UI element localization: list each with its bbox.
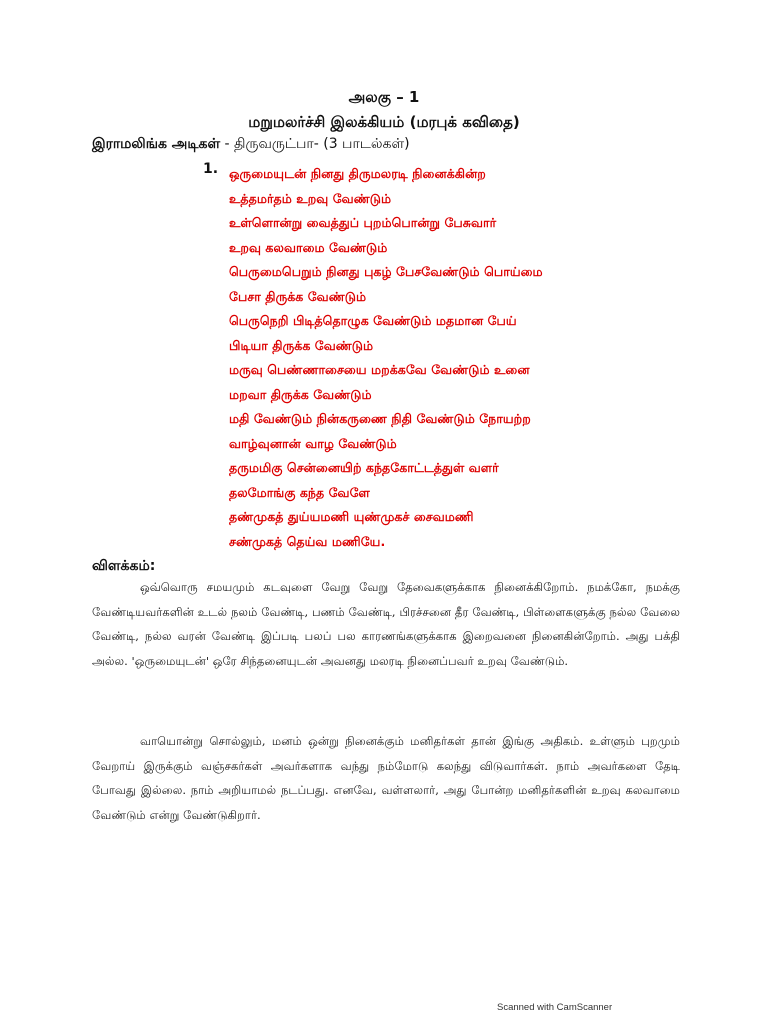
poem-line: சண்முகத் தெய்வ மணியே. <box>229 533 386 549</box>
scanner-watermark: Scanned with CamScanner <box>497 1002 613 1013</box>
explanation-heading: விளக்கம்: <box>92 558 156 574</box>
poem-line: தண்முகத் துய்யமணி யுண்முகச் சைவமணி <box>229 509 474 524</box>
poem-line: வாழ்வுனான் வாழ வேண்டும் <box>229 435 397 451</box>
poem-line: மருவு பெண்ணாசையை மறக்கவே வேண்டும் உனை <box>229 362 530 377</box>
explanation-paragraph: வாயொன்று சொல்லும், மனம் ஒன்று நினைக்கும் மனிதர்கள் தான் இங்கு அதிகம். உள்ளும் புறமும் வேறாய் இருக்கும் வஞ்சகர்கள் அவர்களாக வந்து நம்மோடு கலந்து விடுவார்கள். நாம் அவர்களை தேடி போவது இல்லை. நாம் அறியாமல் நடப்பது. எனவே, வள்ளலார், அது போன்ற மனிதர்களின் உறவு கலவாமை வேண்டும் என்று வேண்டுகிறார். <box>92 734 680 822</box>
poem-line: பிடியா திருக்க வேண்டும் <box>229 337 374 353</box>
unit-title: அலகு – 1 <box>348 88 420 106</box>
poem-line: பெருநெறி பிடித்தொழுக வேண்டும் மதமான பேய் <box>229 313 517 328</box>
poem-line: உத்தமர்தம் உறவு வேண்டும் <box>229 190 392 206</box>
poem-line: பெருமைபெறும் நினது புகழ் பேசவேண்டும் பொய்மை <box>229 264 543 279</box>
author-line <box>92 136 410 154</box>
work-title: திருவருட்பா- (3 பாடல்கள்) <box>234 136 410 152</box>
poem-line: உறவு கலவாமை வேண்டும் <box>229 239 388 255</box>
poem-line: பேசா திருக்க வேண்டும் <box>229 288 367 304</box>
author-separator: - <box>220 136 235 152</box>
explanation-paragraph: ஒவ்வொரு சமயமும் கடவுளை வேறு வேறு தேவைகளுக்காக நினைக்கிறோம். நமக்கோ, நமக்கு வேண்டியவர்களின் உடல் நலம் வேண்டி, பணம் வேண்டி, பிரச்சனை தீர வேண்டி, பிள்ளைகளுக்கு நல்ல வேலை வேண்டி, நல்ல வரன் வேண்டி இப்படி பலப் பல காரணங்களுக்காக இறைவனை நினைகின்றோம். அது பக்தி அல்ல. 'ஒருமையுடன்' ஒரே சிந்தனையுடன் அவனது மலரடி நினைப்பவர் உறவு வேண்டும். <box>92 580 680 668</box>
poem-line: மதி வேண்டும் நின்கருணை நிதி வேண்டும் நோயற்ற <box>229 411 531 426</box>
poem-line: தலமோங்கு கந்த வேளே <box>229 484 370 500</box>
author-name: இராமலிங்க அடிகள் <box>92 136 221 152</box>
poem-line: தருமமிகு சென்னையிற் கந்தகோட்டத்துள் வளர் <box>229 460 499 475</box>
poem-line: ஒருமையுடன் நினது திருமலரடி நினைக்கின்ற <box>229 166 486 181</box>
poem-line: மறவா திருக்க வேண்டும் <box>229 386 372 402</box>
section-title: மறுமலர்ச்சி இலக்கியம் (மரபுக் கவிதை) <box>248 113 520 131</box>
poem-verse <box>229 162 543 554</box>
poem-number: 1. <box>203 161 219 177</box>
poem-line: உள்ளொன்று வைத்துப் புறம்பொன்று பேசுவார் <box>229 215 497 230</box>
